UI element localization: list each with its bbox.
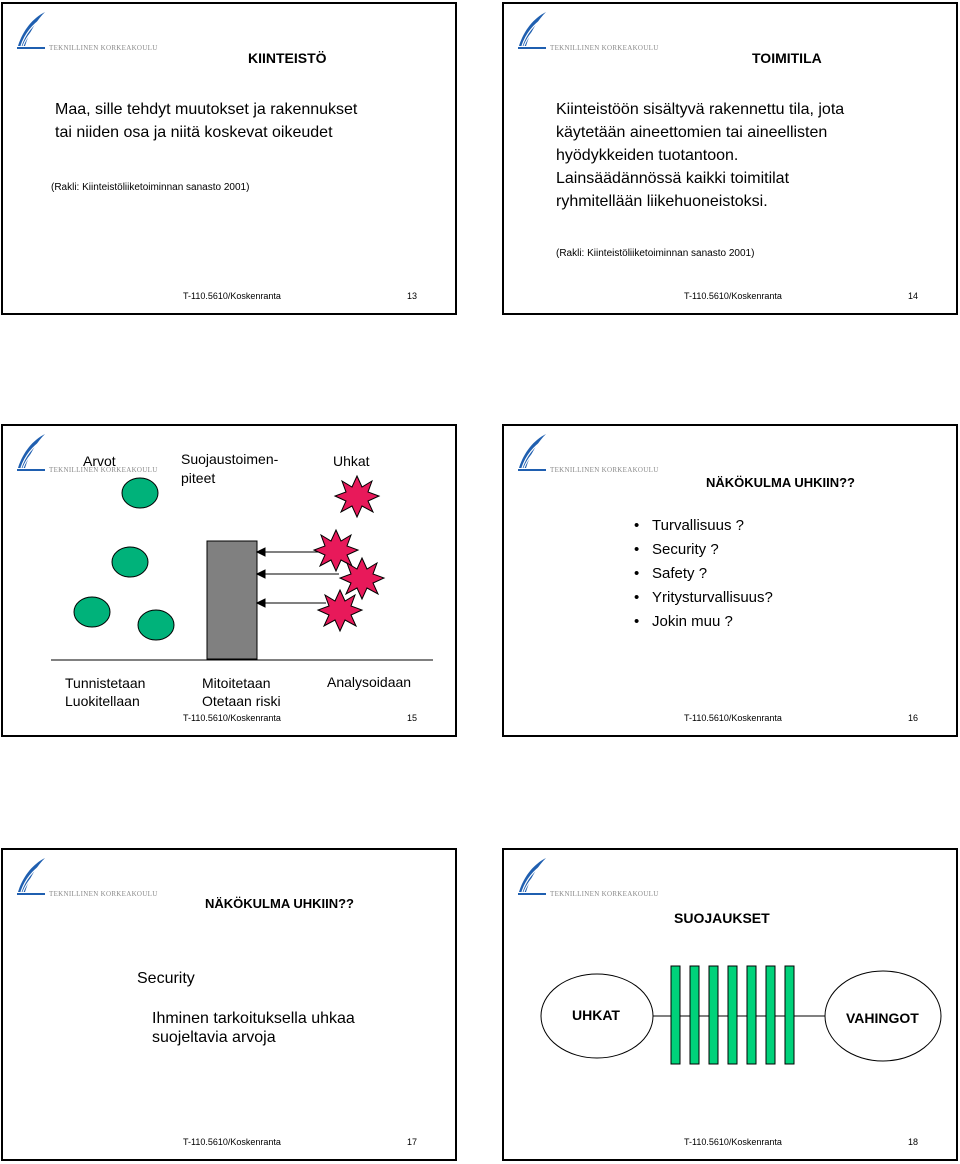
- wing-logo-icon: [516, 432, 550, 472]
- list-item: [634, 538, 773, 562]
- list-item-label: Safety ?: [652, 565, 708, 582]
- threats-label: UHKAT: [572, 1007, 620, 1023]
- university-logo: [15, 856, 158, 901]
- value-circle: [74, 597, 110, 627]
- threat-burst-icon: [340, 558, 384, 599]
- step-line: Mitoitetaan: [202, 675, 271, 691]
- list-item-label: Jokin muu ?: [652, 613, 733, 630]
- bullet-icon: •: [634, 517, 640, 534]
- wing-logo-icon: [15, 10, 49, 50]
- footer-course: T-110.5610/Koskenranta: [684, 713, 782, 723]
- step-dimension: [202, 674, 281, 710]
- definition-line: hyödykkeiden tuotantoon.: [556, 147, 739, 164]
- list-item-label: Yritysturvallisuus?: [652, 589, 773, 606]
- bullet-list: [634, 514, 773, 634]
- footer-course: T-110.5610/Koskenranta: [183, 291, 281, 301]
- slide-15: [1, 424, 457, 737]
- list-item: [634, 562, 773, 586]
- protection-diagram: [504, 850, 956, 1159]
- protection-wall: [207, 541, 257, 659]
- footer-course: T-110.5610/Koskenranta: [684, 291, 782, 301]
- list-item-label: Turvallisuus ?: [652, 517, 744, 534]
- source-citation: (Rakli: Kiinteistöliiketoiminnan sanasto 2001): [51, 182, 250, 193]
- step-analyse: Analysoidaan: [327, 674, 412, 690]
- logo-text: TEKNILLINEN KORKEAKOULU: [49, 44, 158, 52]
- step-line: Luokitellaan: [65, 693, 140, 709]
- slide-title: NÄKÖKULMA UHKIIN??: [706, 475, 855, 490]
- logo-text: TEKNILLINEN KORKEAKOULU: [49, 890, 158, 898]
- wing-logo-icon: [15, 856, 49, 896]
- footer-page-number: 14: [907, 291, 918, 301]
- definition-line: käytetään aineettomien tai aineellisten: [556, 124, 828, 141]
- barrier-bar: [728, 966, 737, 1064]
- bullet-icon: •: [634, 565, 640, 582]
- slide-17: [1, 848, 457, 1161]
- bullet-icon: •: [634, 613, 640, 630]
- barrier-bar: [766, 966, 775, 1064]
- value-circle: [122, 478, 158, 508]
- slide-18: [502, 848, 958, 1161]
- slide-13: [1, 2, 457, 315]
- footer-course: T-110.5610/Koskenranta: [684, 1137, 782, 1147]
- definition-line: suojeltavia arvoja: [152, 1029, 276, 1046]
- slide-title: KIINTEISTÖ: [248, 50, 327, 66]
- barrier-bar: [690, 966, 699, 1064]
- column-label-values: Arvot: [83, 453, 116, 469]
- column-label-line: Suojaustoimen-: [181, 451, 279, 467]
- column-label-threats: Uhkat: [333, 453, 370, 469]
- slide-title: SUOJAUKSET: [674, 910, 770, 926]
- slide-16: [502, 424, 958, 737]
- footer-page-number: 17: [406, 1137, 417, 1147]
- footer-course: T-110.5610/Koskenranta: [183, 1137, 281, 1147]
- threat-burst-icon: [335, 476, 379, 517]
- logo-text: TEKNILLINEN KORKEAKOULU: [550, 466, 659, 474]
- damages-label: VAHINGOT: [846, 1010, 919, 1026]
- definition-text: [55, 98, 357, 144]
- definition-line: tai niiden osa ja niitä koskevat oikeudet: [55, 124, 333, 141]
- wing-logo-icon: [516, 10, 550, 50]
- bullet-icon: •: [634, 589, 640, 606]
- logo-text: TEKNILLINEN KORKEAKOULU: [49, 466, 158, 474]
- threat-burst-icon: [314, 530, 358, 571]
- barrier-bar: [747, 966, 756, 1064]
- footer-page-number: 13: [406, 291, 417, 301]
- definition-line: Maa, sille tehdyt muutokset ja rakennukset: [55, 101, 358, 118]
- term-label: Security: [137, 970, 195, 987]
- logo-text: TEKNILLINEN KORKEAKOULU: [550, 890, 659, 898]
- definition-text: [556, 98, 844, 213]
- definition-line: Lainsäädännössä kaikki toimitilat: [556, 170, 790, 187]
- slide-14: [502, 2, 958, 315]
- value-circle: [138, 610, 174, 640]
- value-circle: [112, 547, 148, 577]
- definition-text: [152, 1009, 355, 1047]
- definition-line: ryhmitellään liikehuoneistoksi.: [556, 193, 768, 210]
- university-logo: [516, 432, 659, 477]
- footer-course: T-110.5610/Koskenranta: [183, 713, 281, 723]
- list-item: [634, 610, 773, 634]
- step-line: Tunnistetaan: [65, 675, 146, 691]
- footer-page-number: 18: [907, 1137, 918, 1147]
- footer-page-number: 16: [907, 713, 918, 723]
- footer-page-number: 15: [406, 713, 417, 723]
- barrier-bar: [785, 966, 794, 1064]
- logo-text: TEKNILLINEN KORKEAKOULU: [550, 44, 659, 52]
- slide-title: NÄKÖKULMA UHKIIN??: [205, 896, 354, 911]
- bullet-icon: •: [634, 541, 640, 558]
- barrier-bar: [671, 966, 680, 1064]
- barrier-bar: [709, 966, 718, 1064]
- column-label-line: piteet: [181, 470, 216, 486]
- university-logo: [15, 10, 158, 55]
- definition-line: Kiinteistöön sisältyvä rakennettu tila, jota: [556, 101, 845, 118]
- step-identify: [65, 674, 145, 710]
- slide-title: TOIMITILA: [752, 50, 822, 66]
- list-item: [634, 514, 773, 538]
- university-logo: [516, 10, 659, 55]
- source-citation: (Rakli: Kiinteistöliiketoiminnan sanasto 2001): [556, 248, 755, 259]
- definition-line: Ihminen tarkoituksella uhkaa: [152, 1010, 355, 1027]
- list-item: [634, 586, 773, 610]
- threat-burst-icon: [318, 590, 362, 631]
- list-item-label: Security ?: [652, 541, 719, 558]
- step-line: Otetaan riski: [202, 693, 281, 709]
